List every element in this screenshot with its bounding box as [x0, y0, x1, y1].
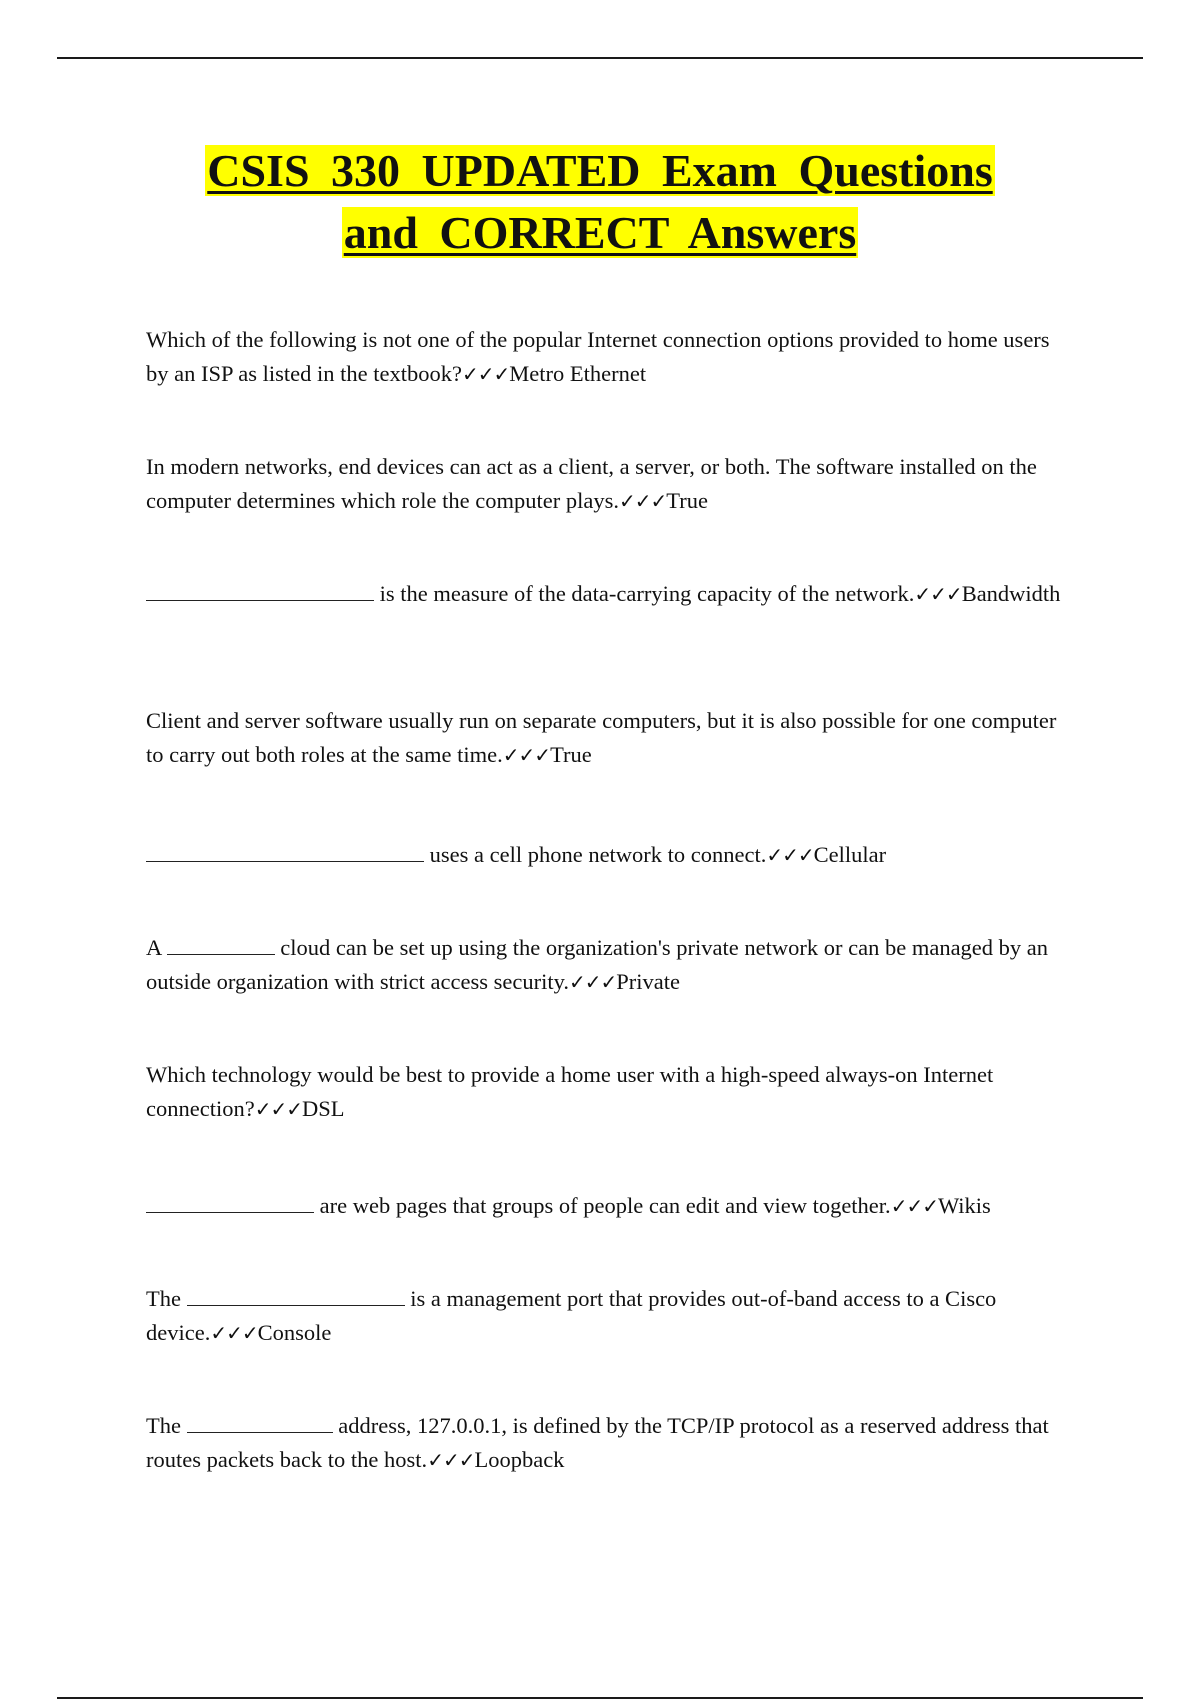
question-item-7: [146, 1058, 1066, 1126]
answer-text: Bandwidth: [961, 581, 1061, 606]
answer-text: Wikis: [937, 1193, 991, 1218]
question-text: The: [146, 1286, 187, 1311]
answer-blank: [146, 1190, 314, 1213]
question-text: The: [146, 1413, 187, 1438]
answer-blank: [146, 839, 424, 862]
check-marks: ✓✓✓: [462, 362, 510, 386]
question-text: A: [146, 935, 167, 960]
title-line-2: and CORRECT Answers: [343, 207, 857, 258]
check-marks: ✓✓✓: [766, 843, 814, 867]
question-item-4: [146, 704, 1066, 772]
answer-text: Metro Ethernet: [509, 361, 647, 386]
question-item-9: [146, 1282, 1066, 1350]
answer-text: Cellular: [813, 842, 887, 867]
check-marks: ✓✓✓: [210, 1321, 258, 1345]
question-item-5: [146, 838, 1066, 872]
document-title: [0, 140, 1200, 264]
check-marks: ✓✓✓: [254, 1097, 302, 1121]
check-marks: ✓✓✓: [569, 970, 617, 994]
answer-blank: [167, 932, 275, 955]
check-marks: ✓✓✓: [502, 743, 551, 767]
answer-blank: [187, 1283, 405, 1306]
check-marks: ✓✓✓: [618, 489, 667, 513]
answer-text: True: [550, 742, 592, 767]
answer-text: Console: [257, 1320, 332, 1345]
question-text: are web pages that groups of people can edit and view together.: [314, 1193, 891, 1218]
question-text: Which of the following is not one of the popular Internet connection options provided to home users by an ISP as listed in the textbook?: [146, 327, 1050, 386]
answer-text: Private: [616, 969, 681, 994]
answer-blank: [146, 578, 374, 601]
answer-blank: [187, 1410, 333, 1433]
question-text-cont: address, 127.0.0.1, is defined by the TCP/IP protocol as a reserved address that routes packets back to the host.: [146, 1413, 1049, 1472]
question-item-10: [146, 1409, 1066, 1477]
answer-text: DSL: [301, 1096, 345, 1121]
question-item-6: [146, 931, 1066, 999]
question-text-cont: is a management port that provides out-of-band access to a Cisco device.: [146, 1286, 997, 1345]
question-item-3: [146, 577, 1066, 611]
question-text: uses a cell phone network to connect.: [424, 842, 767, 867]
question-item-1: [146, 323, 1066, 391]
title-line-1: CSIS 330 UPDATED Exam Questions: [207, 145, 993, 196]
check-marks: ✓✓✓: [427, 1448, 475, 1472]
answer-text: True: [666, 488, 708, 513]
question-text: In modern networks, end devices can act as a client, a server, or both. The software installed on the computer determines which role the computer plays.: [146, 454, 1037, 513]
question-text-cont: cloud can be set up using the organization's private network or can be managed by an outside organization with strict access security.: [146, 935, 1049, 994]
question-item-8: [146, 1189, 1066, 1223]
top-rule: [57, 57, 1143, 59]
check-marks: ✓✓✓: [890, 1194, 938, 1218]
check-marks: ✓✓✓: [914, 582, 962, 606]
question-item-2: [146, 450, 1066, 518]
question-text: Client and server software usually run on separate computers, but it is also possible for one computer to carry out both roles at the same time.: [146, 708, 1057, 767]
question-text: Which technology would be best to provide a home user with a high-speed always-on Internet connection?: [146, 1062, 994, 1121]
answer-text: Loopback: [474, 1447, 565, 1472]
question-text: is the measure of the data-carrying capacity of the network.: [374, 581, 915, 606]
bottom-rule: [57, 1697, 1143, 1699]
